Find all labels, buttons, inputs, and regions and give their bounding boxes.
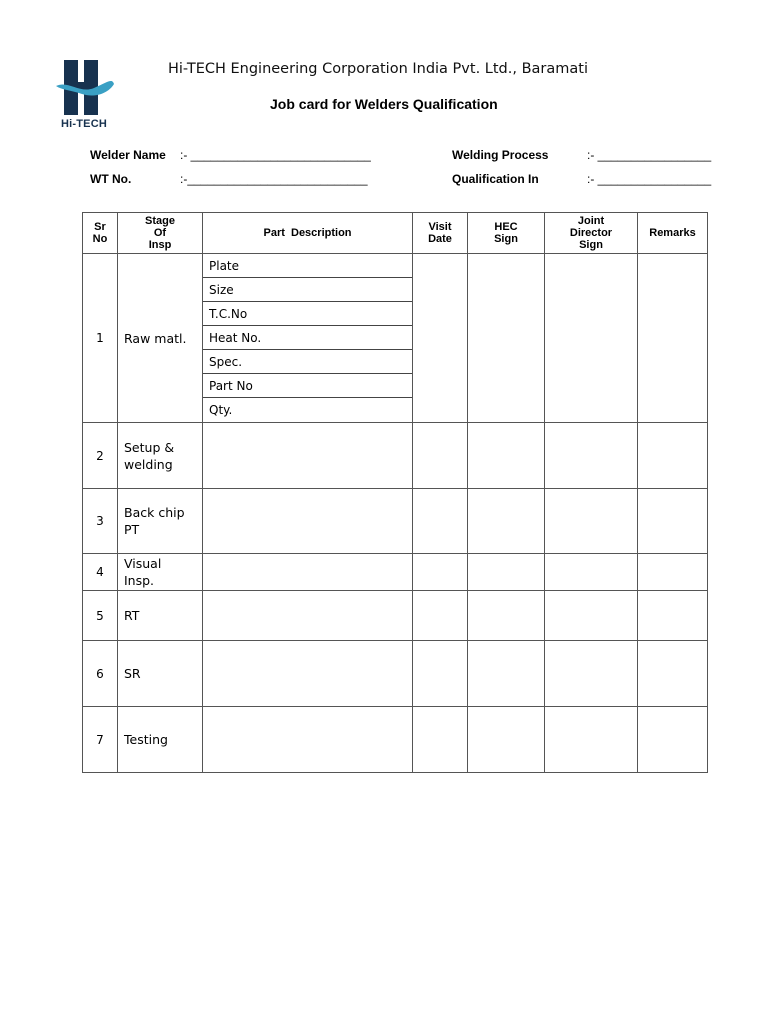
table-row: [83, 423, 708, 489]
stage-label: SR: [118, 641, 203, 707]
column-header-sr-no: Sr No: [83, 213, 118, 254]
raw-material-item: Size: [203, 278, 412, 302]
table-row: [83, 641, 708, 707]
sr-number: 2: [83, 423, 118, 489]
sr-number: 1: [83, 254, 118, 423]
column-header-part-description: Part Description: [203, 213, 413, 254]
remarks-cell[interactable]: [638, 554, 708, 591]
joint-director-sign-cell[interactable]: [545, 554, 638, 591]
raw-material-item: T.C.No: [203, 302, 412, 326]
part-description-cell[interactable]: [203, 591, 413, 641]
table-row: [83, 489, 708, 554]
hec-sign-cell[interactable]: [468, 641, 545, 707]
remarks-cell[interactable]: [638, 423, 708, 489]
table-row: [83, 707, 708, 773]
remarks-cell[interactable]: [638, 707, 708, 773]
remarks-cell[interactable]: [638, 641, 708, 707]
wt-no-field[interactable]: :-___________________________: [180, 172, 368, 186]
joint-director-sign-cell[interactable]: [545, 254, 638, 423]
joint-director-sign-cell[interactable]: [545, 489, 638, 554]
logo-text: Hi-TECH: [61, 118, 108, 130]
raw-material-item: Heat No.: [203, 326, 412, 350]
company-name: Hi-TECH Engineering Corporation India Pvt. Ltd., Baramati: [168, 61, 588, 77]
visit-date-cell[interactable]: [413, 641, 468, 707]
hec-sign-cell[interactable]: [468, 254, 545, 423]
welding-process-label: Welding Process: [452, 148, 549, 162]
remarks-cell[interactable]: [638, 489, 708, 554]
qualification-in-field[interactable]: :- _________________: [587, 172, 712, 186]
part-description-cell[interactable]: [203, 554, 413, 591]
raw-material-item: Plate: [203, 254, 412, 278]
joint-director-sign-cell[interactable]: [545, 591, 638, 641]
raw-material-item: Qty.: [209, 403, 233, 417]
job-card-table: [82, 212, 708, 773]
part-description-cell[interactable]: [203, 641, 413, 707]
stage-label: Setup & welding: [118, 423, 203, 489]
joint-director-sign-cell[interactable]: [545, 707, 638, 773]
column-header-remarks: Remarks: [638, 213, 708, 254]
stage-label: Raw matl.: [118, 254, 203, 423]
welder-name-field[interactable]: :- ___________________________: [180, 148, 371, 162]
visit-date-cell[interactable]: [413, 489, 468, 554]
part-description-cell[interactable]: [203, 423, 413, 489]
hec-sign-cell[interactable]: [468, 554, 545, 591]
hec-sign-cell[interactable]: [468, 423, 545, 489]
table-header-row: [83, 213, 708, 254]
sr-number: 6: [83, 641, 118, 707]
stage-label: Visual Insp.: [118, 554, 203, 591]
sr-number: 3: [83, 489, 118, 554]
joint-director-sign-cell[interactable]: [545, 641, 638, 707]
sr-number: 7: [83, 707, 118, 773]
part-description-cell[interactable]: [203, 489, 413, 554]
raw-material-list: [203, 254, 412, 422]
table-row: [83, 554, 708, 591]
raw-material-item: Part No: [203, 374, 412, 398]
visit-date-cell[interactable]: [413, 254, 468, 423]
visit-date-cell[interactable]: [413, 423, 468, 489]
visit-date-cell[interactable]: [413, 707, 468, 773]
document-title: Job card for Welders Qualification: [270, 96, 498, 112]
raw-material-item: Spec.: [203, 350, 412, 374]
welder-name-label: Welder Name: [90, 148, 166, 162]
joint-director-sign-cell[interactable]: [545, 423, 638, 489]
part-description-cell[interactable]: [203, 707, 413, 773]
visit-date-cell[interactable]: [413, 591, 468, 641]
column-header-joint-director-sign: Joint Director Sign: [545, 213, 638, 254]
remarks-cell[interactable]: [638, 591, 708, 641]
column-header-hec-sign: HEC Sign: [468, 213, 545, 254]
stage-label: RT: [118, 591, 203, 641]
stage-label: Testing: [118, 707, 203, 773]
visit-date-cell[interactable]: [413, 554, 468, 591]
qualification-in-label: Qualification In: [452, 172, 539, 186]
hec-sign-cell[interactable]: [468, 489, 545, 554]
wt-no-label: WT No.: [90, 172, 132, 186]
hec-sign-cell[interactable]: [468, 591, 545, 641]
hec-sign-cell[interactable]: [468, 707, 545, 773]
sr-number: 4: [83, 554, 118, 591]
stage-label: Back chip PT: [118, 489, 203, 554]
remarks-cell[interactable]: [638, 254, 708, 423]
sr-number: 5: [83, 591, 118, 641]
column-header-stage: Stage Of Insp: [118, 213, 203, 254]
table-row: [83, 254, 708, 423]
column-header-visit-date: Visit Date: [413, 213, 468, 254]
welding-process-field[interactable]: :- _________________: [587, 148, 712, 162]
table-row: [83, 591, 708, 641]
part-description-cell: [203, 254, 413, 423]
